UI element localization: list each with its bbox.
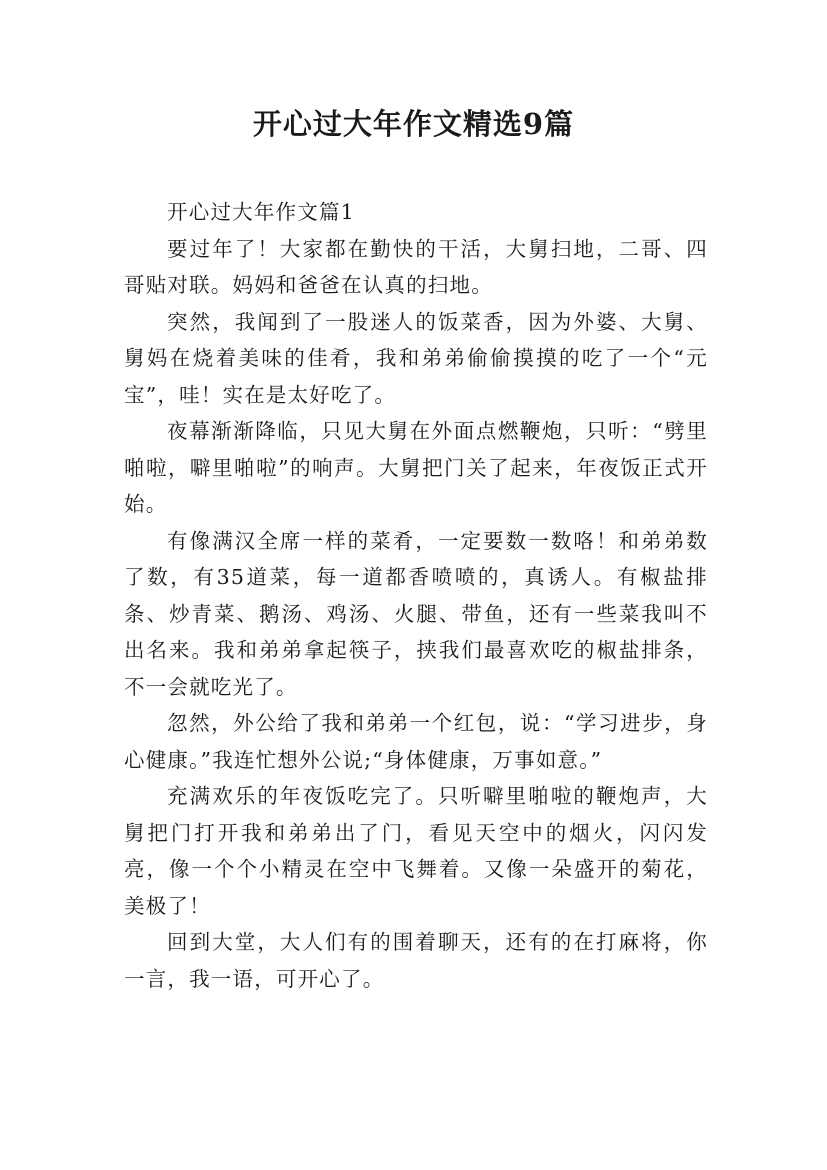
section-heading: 开心过大年作文篇1 — [167, 200, 355, 224]
document-title: 开心过大年作文精选9篇 — [252, 107, 575, 141]
paragraph-3: 夜幕渐渐降临，只见大舅在外面点燃鞭炮，只听：“劈里啪啦，噼里啪啦”的响声。大舅把门关了起来，年夜饭正式开始。 — [124, 419, 708, 516]
paragraph-7: 回到大堂，大人们有的围着聊天，还有的在打麻将，你一言，我一语，可开心了。 — [124, 930, 708, 991]
paragraph-6: 充满欢乐的年夜饭吃完了。只听噼里啪啦的鞭炮声，大舅把门打开我和弟弟出了门，看见天空中的烟火，闪闪发亮，像一个个小精灵在空中飞舞着。又像一朵盛开的菊花，美极了！ — [124, 784, 708, 918]
paragraph-5: 忽然，外公给了我和弟弟一个红包，说：“学习进步，身心健康。”我连忙想外公说;“身体健康，万事如意。” — [124, 711, 708, 772]
paragraph-4: 有像满汉全席一样的菜肴，一定要数一数咯！和弟弟数了数，有35道菜，每一道都香喷喷的，真诱人。有椒盐排条、炒青菜、鹅汤、鸡汤、火腿、带鱼，还有一些菜我叫不出名来。我和弟弟拿起筷子，挟我们最喜欢吃的椒盐排条，不一会就吃光了。 — [124, 528, 708, 699]
paragraph-1: 要过年了！大家都在勤快的干活，大舅扫地，二哥、四哥贴对联。妈妈和爸爸在认真的扫地。 — [124, 236, 708, 297]
document-body — [124, 194, 708, 997]
paragraph-2: 突然，我闻到了一股迷人的饭菜香，因为外婆、大舅、舅妈在烧着美味的佳肴，我和弟弟偷偷摸摸的吃了一个“元宝”，哇！实在是太好吃了。 — [124, 309, 708, 407]
